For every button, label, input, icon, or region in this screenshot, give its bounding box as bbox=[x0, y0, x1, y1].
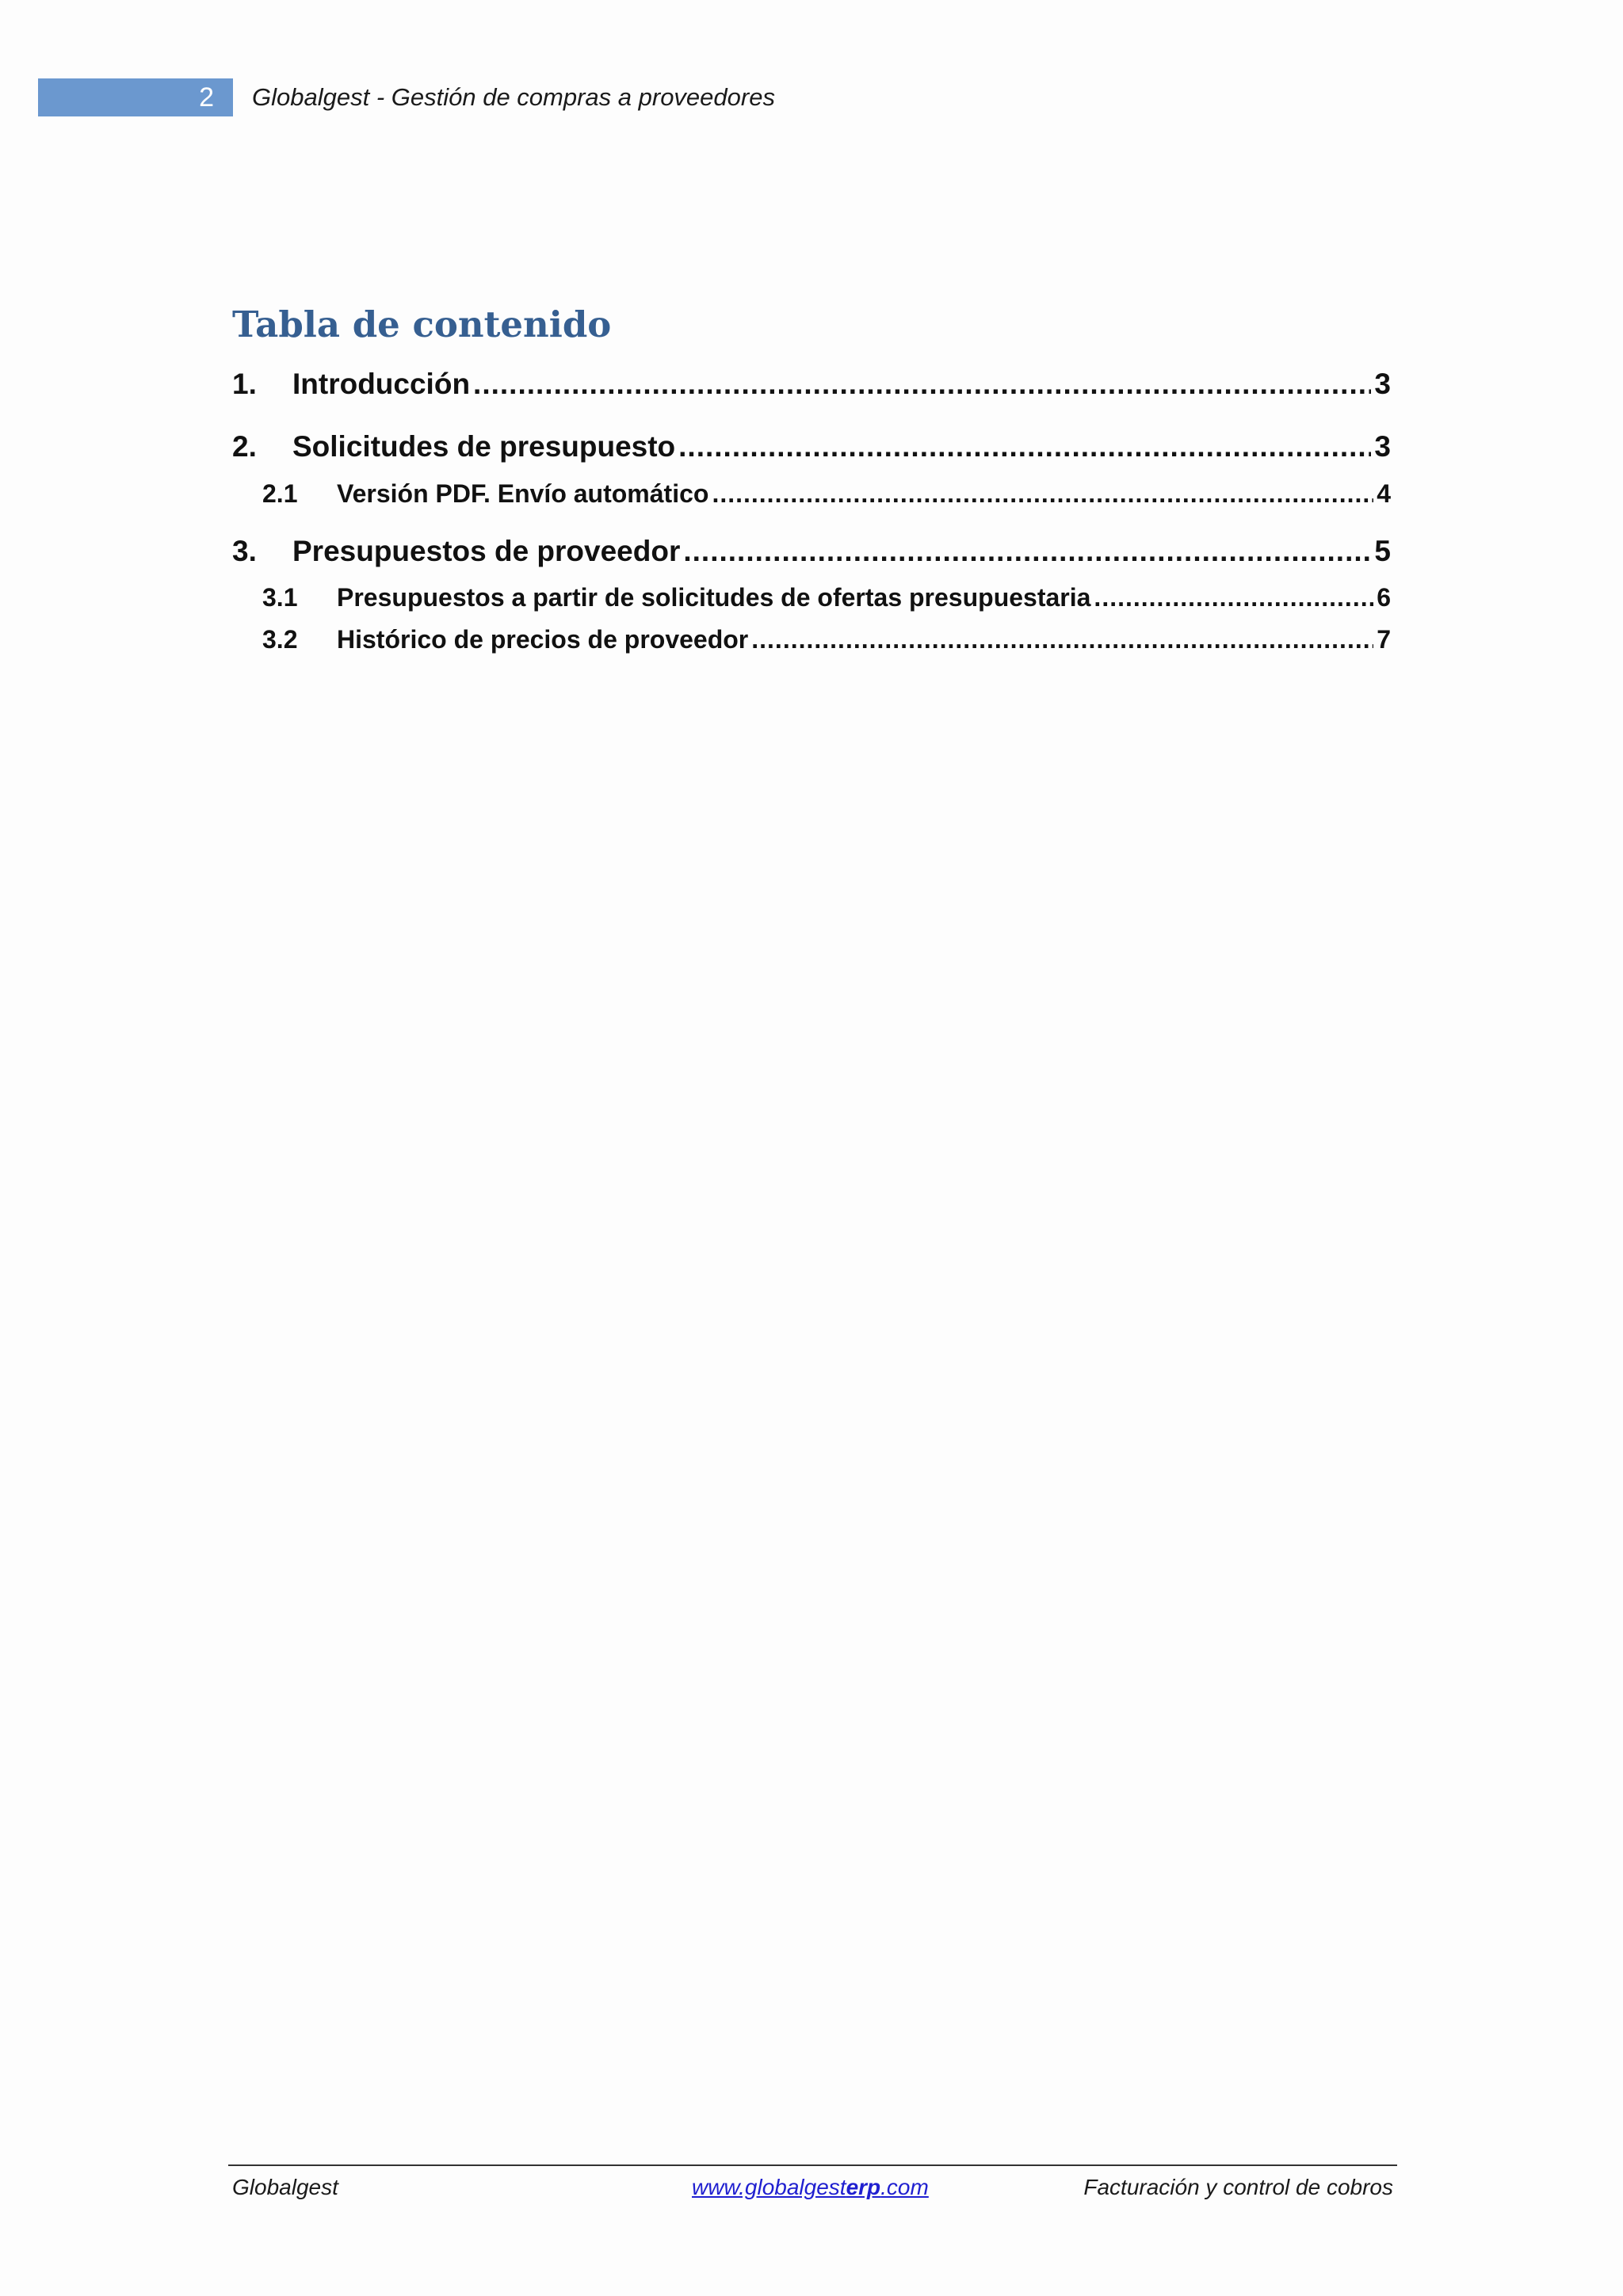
toc-entry-page: 7 bbox=[1377, 625, 1391, 654]
toc-entry-page: 5 bbox=[1374, 535, 1391, 567]
toc-entry-page: 4 bbox=[1377, 479, 1391, 508]
toc-dot-leader bbox=[473, 368, 1371, 401]
toc-entry-page: 3 bbox=[1374, 368, 1391, 400]
toc-entry-solicitudes[interactable] bbox=[232, 430, 1391, 463]
toc-dot-leader bbox=[712, 479, 1373, 509]
toc-entry-page: 6 bbox=[1377, 583, 1391, 612]
page-number-badge bbox=[38, 78, 233, 116]
toc-entry-presupuestos-proveedor[interactable] bbox=[232, 535, 1391, 568]
toc-entry-text: Presupuestos a partir de solicitudes de ofertas presupuestaria bbox=[337, 583, 1091, 612]
toc-entry-text: Histórico de precios de proveedor bbox=[337, 625, 749, 654]
toc-dot-leader bbox=[678, 430, 1371, 463]
toc-entry-number: 1. bbox=[232, 368, 257, 400]
toc-entry-number: 3.1 bbox=[262, 583, 298, 612]
page-number: 2 bbox=[199, 82, 214, 113]
toc-entry-introduccion[interactable] bbox=[232, 368, 1391, 401]
footer-link-bold: erp bbox=[846, 2175, 881, 2199]
footer-section-title: Facturación y control de cobros bbox=[1083, 2175, 1393, 2199]
toc-dot-leader bbox=[751, 625, 1373, 654]
toc-dot-leader bbox=[1094, 583, 1373, 612]
toc-entry-text: Versión PDF. Envío automático bbox=[337, 479, 709, 508]
toc-entry-presupuestos-solicitudes[interactable] bbox=[232, 583, 1391, 612]
toc-title: Tabla de contenido bbox=[232, 303, 612, 345]
footer-link-prefix: www.globalgest bbox=[692, 2175, 846, 2199]
toc-entry-number: 3.2 bbox=[262, 625, 298, 654]
toc-entry-number: 2. bbox=[232, 430, 257, 463]
toc-dot-leader bbox=[683, 535, 1371, 568]
footer-divider bbox=[228, 2164, 1397, 2166]
toc-entry-text: Introducción bbox=[292, 368, 471, 400]
header-title: Globalgest - Gestión de compras a proveedores bbox=[252, 83, 775, 111]
toc-entry-text: Presupuestos de proveedor bbox=[292, 535, 681, 567]
toc-entry-number: 3. bbox=[232, 535, 257, 567]
toc-entry-text: Solicitudes de presupuesto bbox=[292, 430, 676, 463]
footer-website-link[interactable] bbox=[692, 2171, 929, 2204]
toc-entry-historico-precios[interactable] bbox=[232, 625, 1391, 654]
footer-company: Globalgest bbox=[232, 2175, 338, 2199]
toc-entry-version-pdf[interactable] bbox=[232, 479, 1391, 509]
toc-entry-page: 3 bbox=[1374, 430, 1391, 463]
toc-entry-number: 2.1 bbox=[262, 479, 298, 508]
footer-link-suffix: .com bbox=[880, 2175, 929, 2199]
